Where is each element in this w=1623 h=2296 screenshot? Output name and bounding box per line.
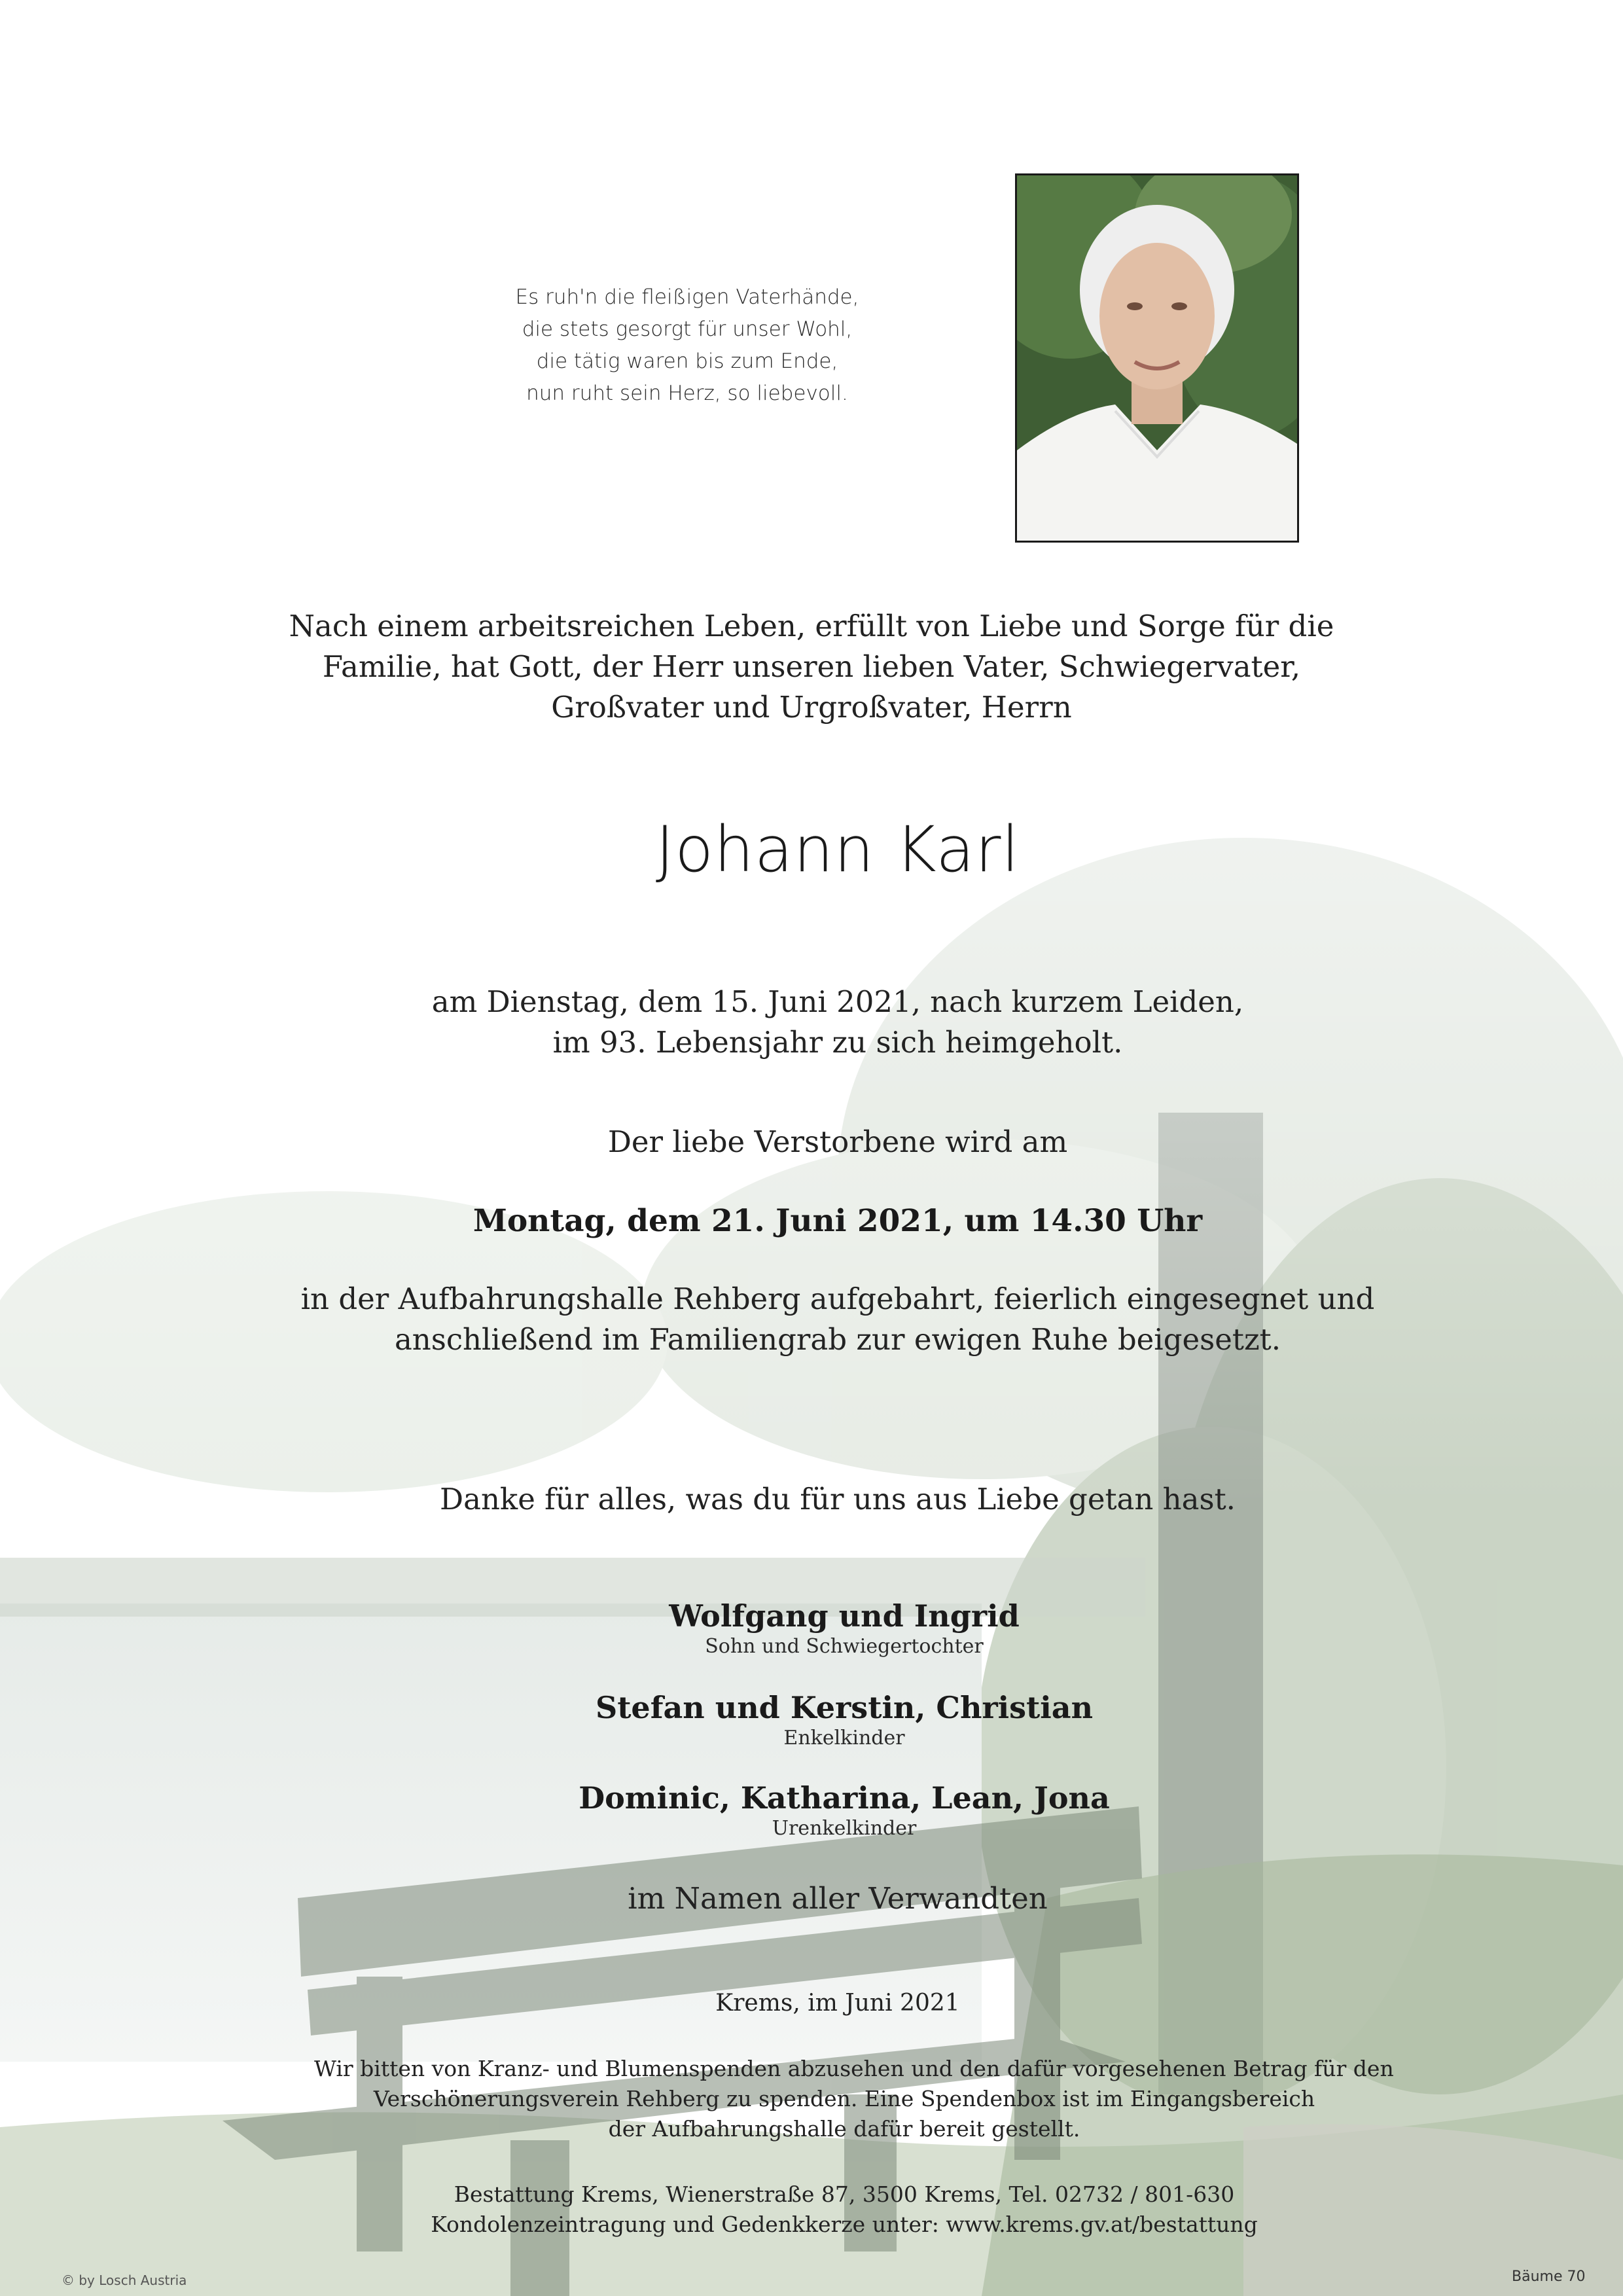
donation-line: Verschönerungsverein Rehberg zu spenden. Eine Spendenbox ist im Eingangsbereich: [373, 2086, 1315, 2111]
poem-line: Es ruh'n die fleißigen Vaterhände,: [515, 285, 859, 309]
thanks-text: Danke für alles, was du für uns aus Liebe getan hast.: [440, 1482, 1236, 1516]
place-date: Krems, im Juni 2021: [715, 1990, 960, 2017]
survivor-names: Stefan und Kerstin, Christian: [595, 1690, 1094, 1725]
death-line: im 93. Lebensjahr zu sich heimgeholt.: [552, 1025, 1123, 1060]
funeral-detail-line: anschließend im Familiengrab zur ewigen Ruhe beigesetzt.: [394, 1322, 1281, 1357]
funeral-lead: Der liebe Verstorbene wird am: [607, 1124, 1068, 1159]
intro-line: Nach einem arbeitsreichen Leben, erfüllt von Liebe und Sorge für die: [289, 609, 1334, 643]
poem-line: nun ruht sein Herz, so liebevoll.: [526, 382, 848, 405]
survivor-names: Dominic, Katharina, Lean, Jona: [579, 1780, 1110, 1816]
undertaker-line: Kondolenzeintragung und Gedenkkerze unter: www.krems.gv.at/bestattung: [431, 2212, 1258, 2237]
survivor-group: [327, 1689, 1361, 1750]
funeral-date: Montag, dem 21. Juni 2021, um 14.30 Uhr: [473, 1203, 1203, 1239]
motif-label: Bäume 70: [1512, 2269, 1586, 2285]
survivor-relation: Urenkelkinder: [772, 1817, 917, 1840]
survivor-group: [327, 1779, 1361, 1840]
funeral-detail-line: in der Aufbahrungshalle Rehberg aufgebahrt, feierlich eingesegnet und: [300, 1282, 1375, 1316]
survivor-relation: Sohn und Schwiegertochter: [705, 1635, 984, 1658]
intro-line: Großvater und Urgroßvater, Herrn: [551, 690, 1072, 725]
survivor-group: [327, 1597, 1361, 1659]
relatives-text: im Namen aller Verwandten: [628, 1881, 1048, 1916]
donation-line: Wir bitten von Kranz- und Blumenspenden abzusehen und den dafür vorgesehenen Betrag für den: [314, 2056, 1394, 2081]
death-text: [327, 982, 1348, 1063]
deceased-name: Johann Karl: [655, 813, 1020, 886]
poem-line: die stets gesorgt für unser Wohl,: [522, 317, 853, 341]
undertaker-info: [314, 2179, 1374, 2240]
portrait-photo: [1015, 173, 1299, 543]
undertaker-line: Bestattung Krems, Wienerstraße 87, 3500 Krems, Tel. 02732 / 801-630: [454, 2181, 1235, 2207]
survivor-relation: Enkelkinder: [783, 1727, 905, 1749]
death-line: am Dienstag, dem 15. Juni 2021, nach kurzem Leiden,: [431, 984, 1244, 1019]
copyright-notice: © by Losch Austria: [62, 2272, 187, 2288]
poem: [458, 281, 916, 410]
intro-text: [262, 606, 1361, 728]
poem-line: die tätig waren bis zum Ende,: [536, 350, 838, 373]
survivor-names: Wolfgang und Ingrid: [669, 1598, 1020, 1634]
donation-note: [314, 2054, 1394, 2144]
intro-line: Familie, hat Gott, der Herr unseren lieben Vater, Schwiegervater,: [322, 649, 1301, 684]
donation-line: der Aufbahrungshalle dafür bereit gestellt.: [608, 2116, 1080, 2142]
